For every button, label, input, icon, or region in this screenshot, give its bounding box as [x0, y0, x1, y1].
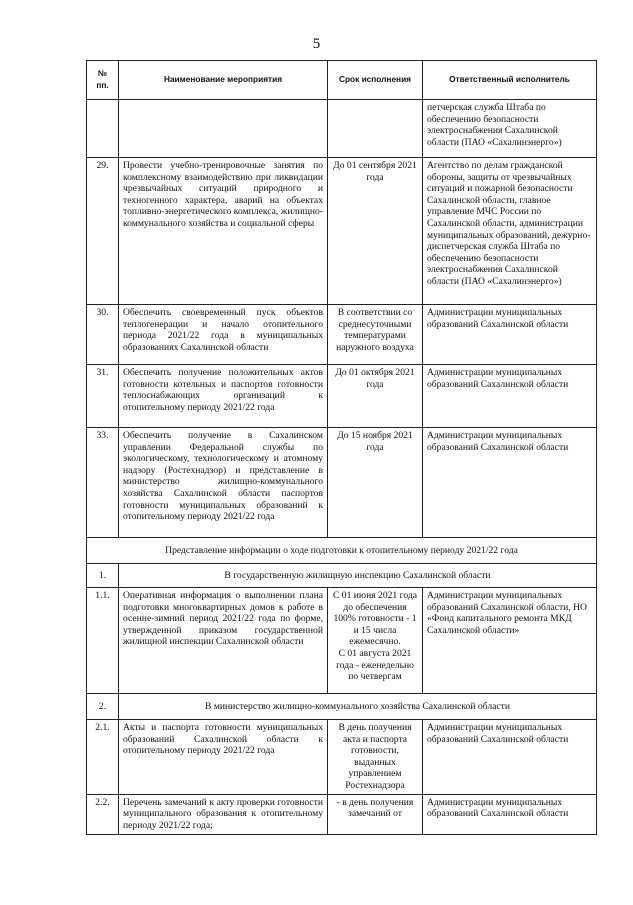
events-table	[86, 60, 597, 835]
row-name: Обеспечить своевременный пуск объектов теплогенерации и начало отопительного периода 2021/22 года в муниципальных образованиях Сахалинской области	[119, 305, 328, 365]
row-name: Акты и паспорта готовности муниципальных образований Сахалинской области к отопительному периоду 2021/22 года	[119, 720, 328, 795]
subsection-row	[87, 694, 597, 720]
row-name: Обеспечить получение в Сахалинском управлении Федеральной службы по экологическому, технологическому и атомному надзору (Ростехнадзор) и представление в министерство жилищно-коммунального хозяйства Сахалинской области паспортов готовности муниципальных образований к отопительному периоду 2021/22 года	[119, 428, 328, 538]
row-num: 29.	[87, 158, 119, 305]
subsection-title: В министерство жилищно-коммунального хозяйства Сахалинской области	[119, 694, 597, 720]
subsection-num: 2.	[87, 694, 119, 720]
subsection-row	[87, 564, 597, 588]
row-resp: Администрации муниципальных образований Сахалинской области	[423, 794, 597, 834]
row-num: 31.	[87, 365, 119, 428]
row-num: 30.	[87, 305, 119, 365]
table-row	[87, 158, 597, 305]
row-resp: Агентство по делам гражданской обороны, защиты от чрезвычайных ситуаций и пожарной безопасности Сахалинской области, главное управление МЧС России по Сахалинской области, администрации муниципальных образований, дежурно-диспетчерская служба Штаба по обеспечению безопасности электроснабжения Сахалинской области (ПАО «Сахалинэнерго»)	[423, 158, 597, 305]
page-number: 5	[312, 36, 321, 52]
row-resp: Администрации муниципальных образований Сахалинской области	[423, 428, 597, 538]
table-row	[87, 100, 597, 158]
row-term: - в день получения замечаний от	[328, 794, 423, 834]
row-term: В соответствии со среднесуточными температурами наружного воздуха	[328, 305, 423, 365]
section-heading-row	[87, 538, 597, 564]
table-row	[87, 794, 597, 834]
header-name: Наименование мероприятия	[119, 61, 328, 100]
row-term: В день получения акта и паспорта готовности, выданных управлением Ростехнадзора	[328, 720, 423, 795]
table-row	[87, 428, 597, 538]
header-num: № пп.	[87, 61, 119, 100]
row-term: С 01 июня 2021 года до обеспечения 100% готовности - 1 и 15 числа ежемесячно. С 01 августа 2021 года - еженедельно по четвергам	[328, 588, 423, 694]
row-resp: Администрации муниципальных образований Сахалинской области	[423, 305, 597, 365]
row-resp: петчерская служба Штаба по обеспечению безопасности электроснабжения Сахалинской области (ПАО «Сахалинэнерго»)	[423, 100, 597, 158]
header-resp: Ответственный исполнитель	[423, 61, 597, 100]
table-header	[87, 61, 597, 100]
row-name: Перечень замечаний к акту проверки готовности муниципального образования к отопительному периоду 2021/22 года;	[119, 794, 328, 834]
row-resp: Администрации муниципальных образований Сахалинской области, НО «Фонд капитального ремонта МКД Сахалинской области»	[423, 588, 597, 694]
table-row	[87, 365, 597, 428]
row-num: 2.1.	[87, 720, 119, 795]
subsection-num: 1.	[87, 564, 119, 588]
table-row	[87, 588, 597, 694]
section-heading: Представление информации о ходе подготовки к отопительному периоду 2021/22 года	[87, 538, 597, 564]
subsection-title: В государственную жилищную инспекцию Сахалинской области	[119, 564, 597, 588]
row-term: До 15 ноября 2021 года	[328, 428, 423, 538]
row-name: Оперативная информация о выполнении плана подготовки многоквартирных домов к работе в осенне-зимний период 2021/22 года по форме, утвержденной приказом государственной жилищной инспекции Сахалинской области	[119, 588, 328, 694]
table-row	[87, 305, 597, 365]
row-name	[119, 100, 328, 158]
row-term: До 01 октября 2021 года	[328, 365, 423, 428]
row-name: Провести учебно-тренировочные занятия по комплексному взаимодействию при ликвидации чрезвычайных ситуаций природного и техногенного характера, аварий на объектах топливно-энергетического комплекса, жилищно-коммунального хозяйства и социальной сферы	[119, 158, 328, 305]
row-num: 33.	[87, 428, 119, 538]
row-resp: Администрации муниципальных образований Сахалинской области	[423, 720, 597, 795]
row-name: Обеспечить получение положительных актов готовности котельных и паспортов готовности теплоснабжающих организаций к отопительному периоду 2021/22 года	[119, 365, 328, 428]
table-row	[87, 720, 597, 795]
row-num: 1.1.	[87, 588, 119, 694]
header-term: Срок исполнения	[328, 61, 423, 100]
row-resp: Администрации муниципальных образований Сахалинской области	[423, 365, 597, 428]
row-num: 2.2.	[87, 794, 119, 834]
row-term	[328, 100, 423, 158]
row-term: До 01 сентября 2021 года	[328, 158, 423, 305]
row-num	[87, 100, 119, 158]
